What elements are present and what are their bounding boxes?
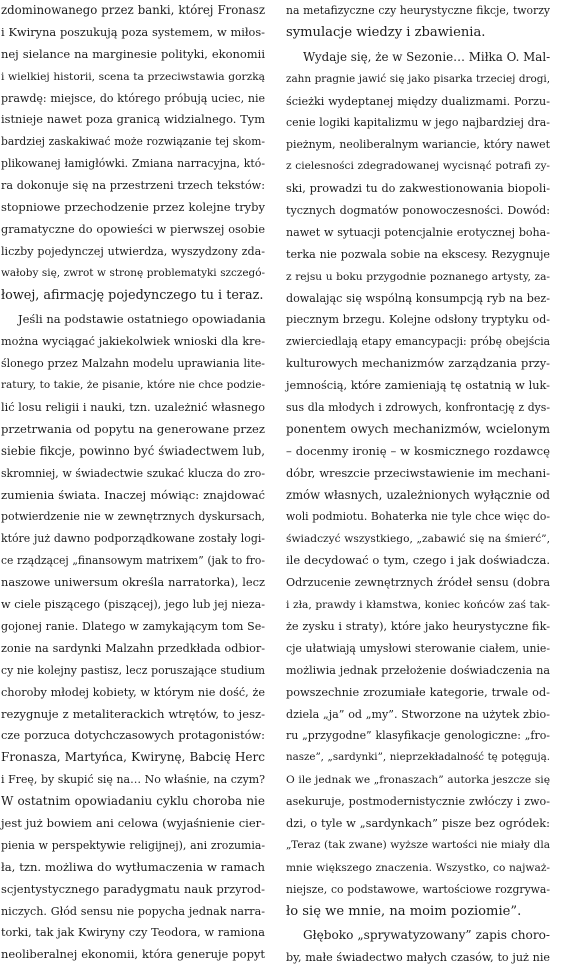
text-line: Głęboko „sprywatyzowany” zapis choro- — [303, 928, 550, 943]
text-line: gojonej ranie. Dlatego w zamykającym tom Se- — [1, 619, 265, 633]
text-line: przetrwania od popytu na generowane przez — [1, 421, 265, 436]
text-line: jemnością, które zamieniają tę ostatnią w luk- — [286, 379, 550, 393]
text-line: cy nie kolejny pastisz, lecz poruszające studium — [1, 663, 265, 677]
text-line: pieżnym, neoliberalnym wariancie, który nawet — [286, 138, 550, 152]
text-line: powszechnie zrozumiałe kategorie, trwale od- — [286, 685, 550, 699]
text-line: symulacje wiedzy i zbawienia. — [286, 24, 486, 40]
text-line: skromniej, w świadectwie szukać klucza do zro- — [1, 466, 265, 480]
text-line: cje ułatwiają umysłowi sterowanie ciałem, unie- — [286, 641, 550, 655]
text-line: by, małe świadectwo małych czasów, to już nie — [286, 951, 550, 965]
text-line: siebie fikcje, powinno być świadectwem lub, — [1, 443, 265, 458]
text-line: i zła, prawdy i kłamstwa, koniec końców zaś tak- — [286, 598, 550, 612]
text-line: cze porzuca dotychczasowych protagonistów: — [1, 728, 265, 743]
text-line: stopniowe przechodzenie przez kolejne tryby — [1, 200, 265, 215]
text-line: łowej, afirmację pojedynczego tu i teraz. — [1, 287, 264, 303]
text-line: ła, tzn. możliwa do wytłumaczenia w ramach — [1, 859, 265, 874]
text-line: że zysku i straty), które jako heurystyczne fik- — [286, 619, 550, 633]
text-line: nej sielance na marginesie polityki, ekonomii — [1, 46, 265, 61]
text-line: Odrzucenie zewnętrznych źródeł sensu (dobra — [286, 576, 550, 590]
text-line: plikowanej łamigłówki. Zmiana narracyjna, któ- — [1, 157, 265, 171]
text-line: na metafizyczne czy heurystyczne fikcje, tworzy — [286, 4, 550, 17]
text-line: neoliberalnej ekonomii, która generuje popyt — [1, 947, 265, 962]
text-line: „Teraz (tak zwane) wyższe wartości nie miały dla — [286, 838, 550, 851]
text-line: ski, prowadzi tu do zakwestionowania biopoli- — [286, 182, 550, 196]
text-line: W ostatnim opowiadaniu cyklu choroba nie — [1, 794, 265, 809]
text-line: ścieżki wydeptanej między dualizmami. Porzu- — [286, 94, 550, 108]
text-line: zdominowanego przez banki, której Fronasz — [1, 3, 265, 17]
text-line: ra dokonuje się na przestrzeni trzech tekstów: — [1, 179, 265, 193]
text-line: ślonego przez Malzahn modelu uprawiania lite- — [1, 357, 265, 371]
text-line: potwierdzenie nie w zewnętrznych dyskursach, — [1, 510, 265, 524]
text-line: torki, tak jak Kwiryny czy Teodora, w ramiona — [1, 926, 265, 940]
text-line: można wyciągać jakiekolwiek wnioski dla kre- — [1, 335, 265, 349]
text-line: kulturowych mechanizmów zarządzania przy- — [286, 356, 550, 371]
text-line: ratury, to takie, że pisanie, które nie chce podzie- — [1, 379, 265, 392]
text-line: zahn pragnie jawić się jako pisarka trzeciej drogi, — [286, 72, 550, 85]
right-text-column — [286, 0, 550, 969]
text-line: ło się we mnie, na moim poziomie”. — [286, 903, 522, 919]
text-line: w ciele piszącego (piszącej), jego lub jej nieza- — [1, 598, 265, 612]
text-line: terka nie pozwala sobie na ekscesy. Rezygnuje — [286, 247, 550, 261]
text-line: zumienia świata. Inaczej mówiąc: znajdować — [1, 487, 265, 502]
text-line: woli podmiotu. Bohaterka nie tyle chce więc do- — [286, 510, 550, 524]
text-line: rezygnuje z metaliterackich wtrętów, to jesz- — [1, 706, 265, 721]
text-line: zwierciedlają etapy emancypacji: próbę obejścia — [286, 335, 550, 349]
text-line: mnie większego znaczenia. Wszystko, co najważ- — [286, 860, 550, 874]
text-line: dóbr, wreszcie przeciwstawienie im mechani- — [286, 465, 550, 480]
text-line: zonie na sardynki Malzahn przedkłada odbior- — [1, 641, 265, 655]
text-line: sus dla młodych i zdrowych, konfrontację z dys- — [286, 401, 550, 415]
text-line: możliwia jednak przełożenie doświadczenia na — [286, 663, 550, 677]
text-line: – docenmy ironię – w kosmicznego rozdawcę — [286, 443, 550, 458]
text-line: Wydaje się, że w Sezonie… Miłka O. Mal- — [303, 49, 551, 64]
text-line: scjentystycznego paradygmatu nauk przyrod- — [1, 881, 265, 896]
text-line: świadczyć wszystkiego, „zabawić się na śmierć”, — [286, 532, 550, 546]
text-line: dzi, o tyle w „sardynkach” pisze bez ogródek: — [286, 815, 550, 830]
text-line: i wielkiej historii, scena ta przeciwstawia gorzką — [1, 69, 265, 83]
text-line: liczby pojedynczej utwierdza, wyszydzony zda- — [1, 244, 265, 258]
text-line: pienia w perspektywie religijnej), ani zrozumia- — [1, 838, 265, 852]
text-line: tycznych dogmatów ponowoczesności. Dowód: — [286, 204, 550, 218]
text-line: cenie logiki kapitalizmu w jego najbardziej dra- — [286, 116, 550, 130]
text-line: wałoby się, zwrot w stronę problematyki szczegó- — [1, 266, 265, 279]
text-line: ru „przygodne” klasyfikacje genologiczne: „fro- — [286, 729, 550, 743]
text-line: niczych. Głód sensu nie popycha jednak narra- — [1, 904, 265, 918]
text-line: ce rządzącej „finansowym matrixem” (jak to fro- — [1, 554, 265, 568]
text-line: z cielesności zdegradowanej wycisnąć potrafi zy- — [286, 160, 550, 173]
text-line: zmów własnych, uzależnionych wyłącznie od — [286, 487, 550, 502]
text-line: asekuruje, postmodernistycznie zwłóczy i zwo- — [286, 795, 550, 809]
text-line: piecznym brzegu. Kolejne odsłony tryptyku od- — [286, 313, 550, 327]
text-line: prawdę: miejsce, do którego próbują uciec, nie — [1, 91, 265, 105]
text-line: z rejsu u boku przygodnie poznanego artysty, za- — [286, 269, 550, 283]
text-line: bardziej zaskakiwać może rozwiązanie tej skom- — [1, 135, 265, 149]
text-line: O ile jednak we „fronaszach” autorka jeszcze się — [286, 773, 550, 787]
text-line: i Kwiryna poszukują poza systemem, w miłos- — [1, 24, 265, 39]
text-line: dziela „ja” od „my”. Stworzone na użytek zbio- — [286, 707, 550, 721]
text-line: jest już bowiem ani celowa (wyjaśnienie cier- — [1, 815, 265, 830]
text-line: choroby młodej kobiety, w którym nie dość, że — [1, 685, 265, 699]
text-line: Fronasza, Martyńca, Kwirynę, Babcię Herc — [1, 750, 265, 765]
text-line: Jeśli na podstawie ostatniego opowiadania — [18, 312, 266, 327]
text-line: i Freę, by skupić się na… No właśnie, na czym? — [1, 773, 265, 787]
text-line: które już dawno podporządkowane zostały logi- — [1, 532, 265, 546]
text-line: lić losu religii i nauki, tzn. uzależnić własnego — [1, 401, 265, 415]
text-line: naszowe uniwersum określa narratorka), lecz — [1, 575, 265, 590]
text-line: istnieje nawet poza granicą widzialnego. Tym — [1, 112, 265, 127]
text-line: ponentem owych mechanizmów, wcielonym — [286, 421, 550, 436]
text-line: nasze”, „sardynki”, nieprzekładalność tę potęgują. — [286, 751, 550, 764]
left-text-column — [1, 0, 265, 966]
text-line: dowalając się wspólną konsumpcją ryb na bez- — [286, 291, 550, 305]
text-line: nawet w sytuacji potencjalnie erotycznej boha- — [286, 225, 550, 239]
text-line: gramatyczne do opowieści w pierwszej osobie — [1, 222, 265, 236]
text-line: niejsze, co podstawowe, wartościowe rozgrywa- — [286, 882, 550, 896]
text-line: ile decydować o tym, czego i jak doświadcza. — [286, 553, 550, 568]
